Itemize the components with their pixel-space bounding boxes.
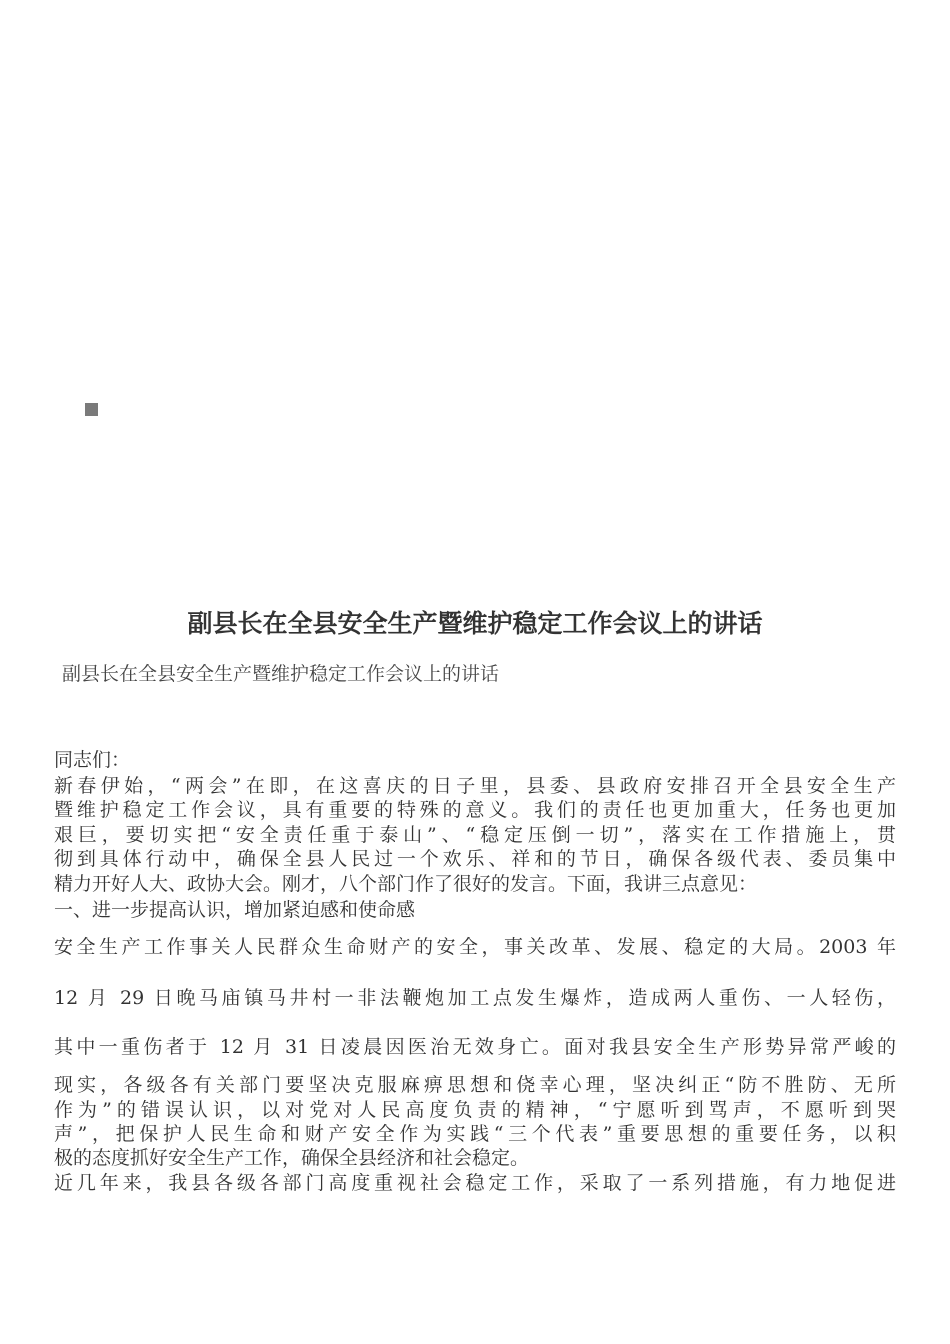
paragraph-line: 极的态度抓好安全生产工作，确保全县经济和社会稳定。 (54, 1147, 530, 1169)
document-subtitle: 副县长在全县安全生产暨维护稳定工作会议上的讲话 (62, 663, 500, 685)
paragraph-line: 其中一重伤者于 12 月 31 日凌晨因医治无效身亡。面对我县安全生产形势异常严峻的 (54, 1036, 896, 1058)
paragraph-line: 暨维护稳定工作会议，具有重要的特殊的意义。我们的责任也更加重大，任务也更加 (54, 799, 896, 821)
paragraph-line: 精力开好人大、政协大会。刚才，八个部门作了很好的发言。下面，我讲三点意见： (54, 873, 758, 895)
paragraph-line: 彻到具体行动中，确保全县人民过一个欢乐、祥和的节日，确保各级代表、委员集中 (54, 848, 896, 870)
section-heading: 一、进一步提高认识，增加紧迫感和使命感 (54, 899, 416, 921)
paragraph-line: 12 月 29 日晚马庙镇马井村一非法鞭炮加工点发生爆炸，造成两人重伤、一人轻伤， (54, 987, 896, 1009)
paragraph-line: 新春伊始，“两会”在即，在这喜庆的日子里，县委、县政府安排召开全县安全生产 (54, 775, 896, 797)
paragraph-line: 艰巨，要切实把“安全责任重于泰山”、“稳定压倒一切”，落实在工作措施上，贯 (54, 824, 896, 846)
greeting: 同志们： (54, 749, 131, 771)
paragraph-line: 现实，各级各有关部门要坚决克服麻痹思想和侥幸心理，坚决纠正“防不胜防、无所 (54, 1074, 896, 1096)
bullet-square-icon (85, 403, 98, 416)
paragraph-line: 安全生产工作事关人民群众生命财产的安全，事关改革、发展、稳定的大局。2003 年 (54, 936, 896, 958)
paragraph-line: 声”，把保护人民生命和财产安全作为实践“三个代表”重要思想的重要任务，以积 (54, 1123, 896, 1145)
paragraph-line: 近几年来，我县各级各部门高度重视社会稳定工作，采取了一系列措施，有力地促进 (54, 1172, 896, 1194)
paragraph-line: 作为”的错误认识，以对党对人民高度负责的精神，“宁愿听到骂声，不愿听到哭 (54, 1099, 896, 1121)
document-title: 副县长在全县安全生产暨维护稳定工作会议上的讲话 (187, 609, 763, 638)
